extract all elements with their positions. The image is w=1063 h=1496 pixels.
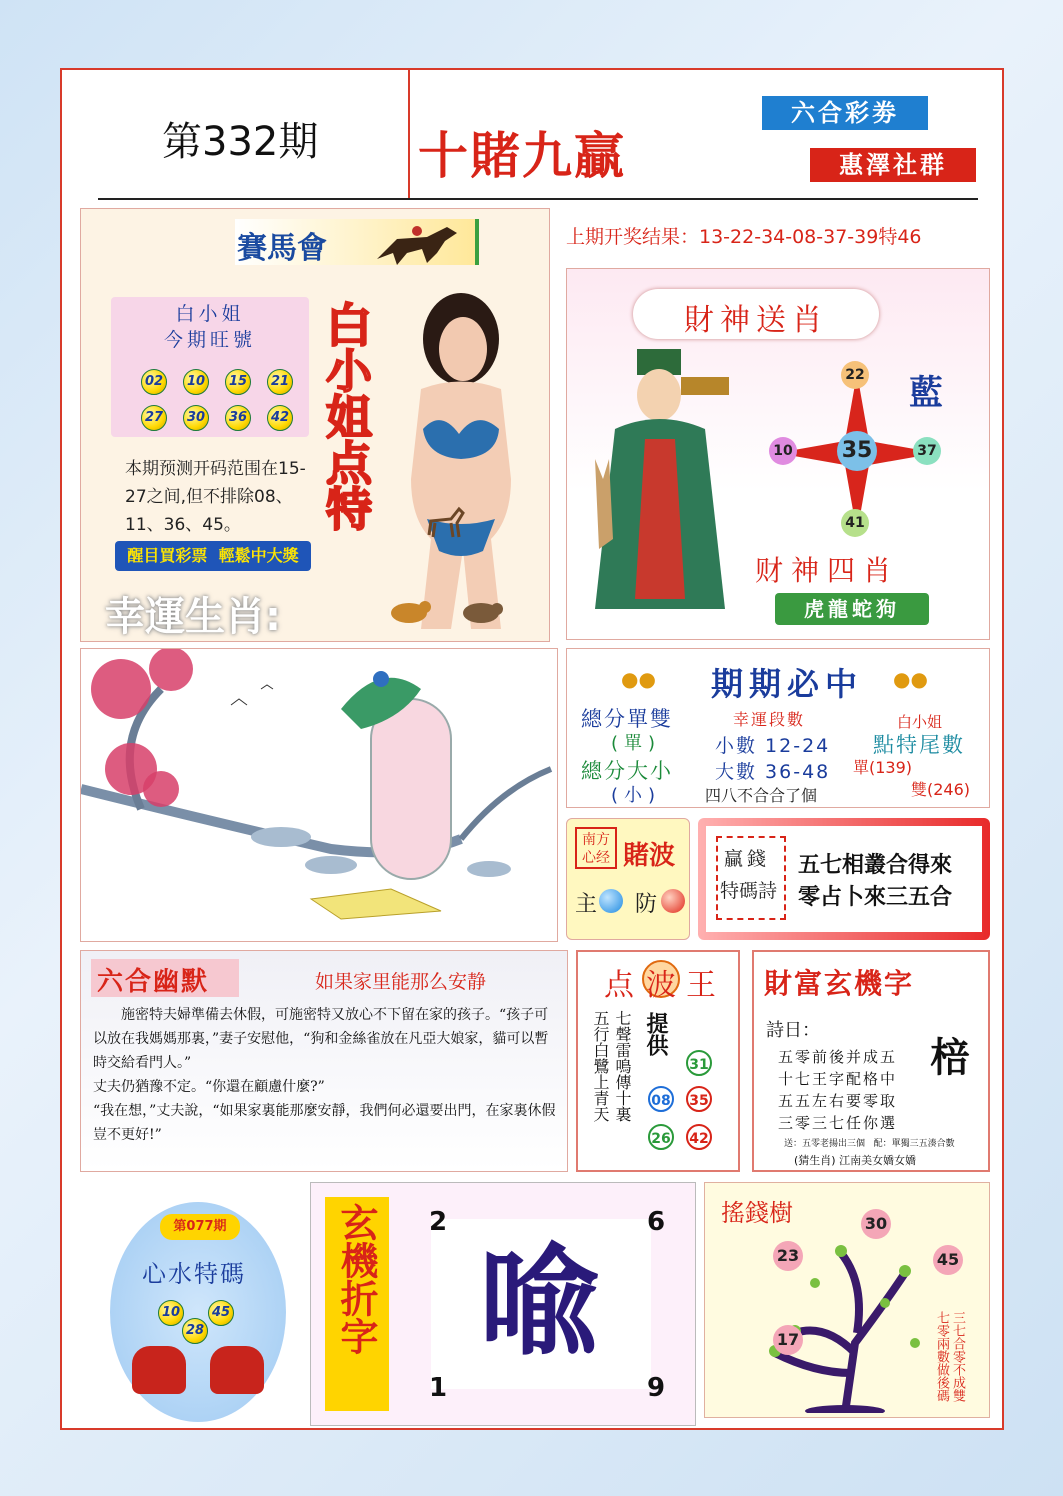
dianbo-title-3: 王 — [686, 968, 716, 1003]
poem-panel — [698, 818, 990, 940]
bird-painting-panel — [80, 648, 558, 942]
miss-title: 白小姐 今期旺號 — [163, 303, 256, 351]
big-range: 大數 36-48 — [715, 761, 831, 783]
horse-panel — [80, 208, 550, 642]
last-result: 上期开奖结果：13-22-34-08-37-39特46 — [566, 226, 922, 248]
caifu-line: 五零前後并成五 — [778, 1048, 898, 1066]
tail-shuang: 雙(246) — [911, 780, 971, 799]
qiqi-title: 期期必中 — [711, 665, 864, 703]
dianbo-ball: 35 — [686, 1086, 712, 1112]
tree-panel — [704, 1182, 990, 1418]
center-ball: 35 — [837, 431, 877, 471]
caifu-title: 財富玄機字 — [764, 967, 915, 1000]
right-ball: 37 — [913, 437, 941, 465]
humor-text: 施密特夫婦準備去休假，可施密特又放心不下留在家的孩子。“孩子可以放在我媽媽那裏，”妻子安慰他，“狗和金絲雀放在凡亞大娘家，貓可以暫時交給看門人。” 丈夫仍猶豫不定。“你還在顧慮什麼?” “我在想，”丈夫說，“如果家裏能那麼安靜，我們何必還要出門，在家裏休假豈不更好!” — [93, 1007, 556, 1143]
header-divider-h — [98, 198, 978, 200]
xinshui-title: 心水特碼 — [142, 1260, 246, 1288]
horse-number-ball: 36 — [225, 405, 251, 431]
tag-liuhe: 六合彩劵 — [762, 96, 928, 130]
humor-title: 六合幽默 — [97, 967, 210, 997]
dianbo-ball: 08 — [648, 1086, 674, 1112]
tree-poem: 三七合零不成雙 七零兩數做後碼 — [934, 1311, 965, 1402]
xuanji-panel — [310, 1182, 696, 1426]
zong1-val: (單) — [611, 733, 662, 754]
left-ball: 10 — [769, 437, 797, 465]
racehorse-icon — [367, 219, 477, 269]
caifu-line: 十七王字配格中 — [778, 1070, 898, 1088]
tiger-icon — [387, 595, 433, 629]
poem-label2: 特碼詩 — [720, 880, 778, 902]
caifu-panel — [752, 950, 990, 1172]
boxing-glove-right — [210, 1346, 264, 1394]
small-range: 小數 12-24 — [715, 735, 831, 757]
boar-icon — [459, 595, 505, 629]
dianbo-ball: 26 — [648, 1124, 674, 1150]
deer-icon — [421, 505, 471, 545]
blue-ball — [599, 889, 623, 913]
miss-vertical-title: 白小姐点特 — [319, 301, 373, 531]
miss-label: 白小姐 — [897, 713, 943, 731]
xuanji-char: 喩 — [479, 1233, 599, 1372]
horse-number-ball: 21 — [267, 369, 293, 395]
zong1: 總分單雙 — [581, 707, 673, 731]
bo-main: 主 — [575, 892, 598, 917]
xinshui-ball: 45 — [208, 1300, 234, 1326]
poster-page — [60, 68, 1004, 1430]
horse-title: 賽馬會 — [237, 231, 327, 266]
dianbo-title-2: 波 — [646, 968, 676, 1003]
xuanji-n-tl: 2 — [429, 1207, 448, 1237]
xinshui-ball: 28 — [182, 1318, 208, 1344]
dianbo-col2: 五行白鷺上青天 — [591, 1010, 610, 1122]
dianbo-title-1: 点 — [604, 968, 634, 1003]
slogan-badge: 醒目買彩票 輕鬆中大獎 — [115, 541, 311, 571]
top-ball: 22 — [841, 361, 869, 389]
qiqi-panel — [566, 648, 990, 808]
xuanji-title: 玄機折字 — [334, 1203, 378, 1355]
xuanji-n-bl: 1 — [429, 1373, 448, 1403]
caishen-figure — [585, 339, 745, 619]
horse-number-ball: 27 — [141, 405, 167, 431]
tag-huize: 惠澤社群 — [810, 148, 976, 182]
bird-painting — [81, 649, 558, 942]
caifu-note2: (猜生肖) 江南美女嬌女嬌 — [794, 1154, 917, 1167]
horse-number-ball: 42 — [267, 405, 293, 431]
predict-text: 本期预测开码范围在15-27之间,但不排除08、11、36、45。 — [125, 459, 306, 535]
bottom-ball: 41 — [841, 509, 869, 537]
horse-number-ball: 10 — [183, 369, 209, 395]
gold-coins-right: ●● — [893, 667, 928, 691]
brand-title: 十賭九贏 — [418, 126, 626, 185]
header-divider-v — [408, 70, 410, 200]
model-photo — [371, 279, 550, 639]
dianbo-col1: 七聲雷鳴傳十裏 — [613, 1010, 632, 1122]
lucky-title: 幸運段數 — [733, 710, 806, 729]
caifu-big-char: 棓 — [930, 1035, 970, 1081]
horse-number-ball: 02 — [141, 369, 167, 395]
poem-line1: 五七相叢合得來 — [798, 853, 953, 878]
dianbo-ball: 31 — [686, 1050, 712, 1076]
xinshui-ball: 10 — [158, 1300, 184, 1326]
humor-panel — [80, 950, 568, 1172]
tree-ball: 17 — [773, 1325, 803, 1355]
dianbo-ball: 42 — [686, 1124, 712, 1150]
horse-number-ball: 15 — [225, 369, 251, 395]
issue-number: 第332期 — [162, 119, 319, 165]
caifu-line: 五五左右要零取 — [778, 1092, 898, 1110]
dianbo-tigong: 提供 — [643, 1012, 668, 1056]
caishen-panel — [566, 268, 990, 640]
not-fit-note: 四八不合合了個 — [705, 786, 818, 805]
zong2: 總分大小 — [581, 759, 673, 783]
humor-subtitle: 如果家里能那么安静 — [315, 971, 487, 993]
four-badge: 虎龍蛇狗 — [775, 593, 929, 625]
poem-label1: 贏錢 — [724, 848, 771, 870]
caifu-shi: 詩日： — [766, 1020, 820, 1041]
dianbo-panel — [576, 950, 740, 1172]
bo-panel — [566, 818, 690, 940]
xuanji-n-br: 9 — [647, 1373, 666, 1403]
zong2-val: (小) — [611, 785, 662, 806]
bo-badge: 南方心经 — [575, 827, 617, 869]
caifu-note: 送：五零老揚出三個 配：單獨三五湊合數 — [784, 1139, 955, 1149]
caishen-title: 財神送肖 — [684, 303, 828, 338]
xuanji-n-tr: 6 — [647, 1207, 666, 1237]
tree-ball: 30 — [861, 1209, 891, 1239]
tree-ball: 23 — [773, 1241, 803, 1271]
tail-title: 點特尾數 — [873, 733, 965, 757]
caifu-line: 三零三七任你選 — [778, 1114, 898, 1132]
poem-line2: 零占卜來三五合 — [798, 885, 953, 910]
horse-number-ball: 30 — [183, 405, 209, 431]
xinshui-issue: 第077期 — [160, 1214, 240, 1240]
tree-ball: 45 — [933, 1245, 963, 1275]
red-ball — [661, 889, 685, 913]
bo-fang: 防 — [635, 892, 658, 917]
boxing-glove-left — [132, 1346, 186, 1394]
gold-coins-left: ●● — [621, 667, 656, 691]
tree-title: 搖錢樹 — [721, 1199, 793, 1227]
four-title: 财神四肖 — [755, 554, 900, 587]
tail-dan: 單(139) — [853, 758, 913, 777]
bo-title: 賭波 — [623, 841, 676, 871]
lucky-zodiac-label: 幸運生肖: — [105, 594, 281, 640]
color-char: 藍 — [909, 373, 943, 413]
